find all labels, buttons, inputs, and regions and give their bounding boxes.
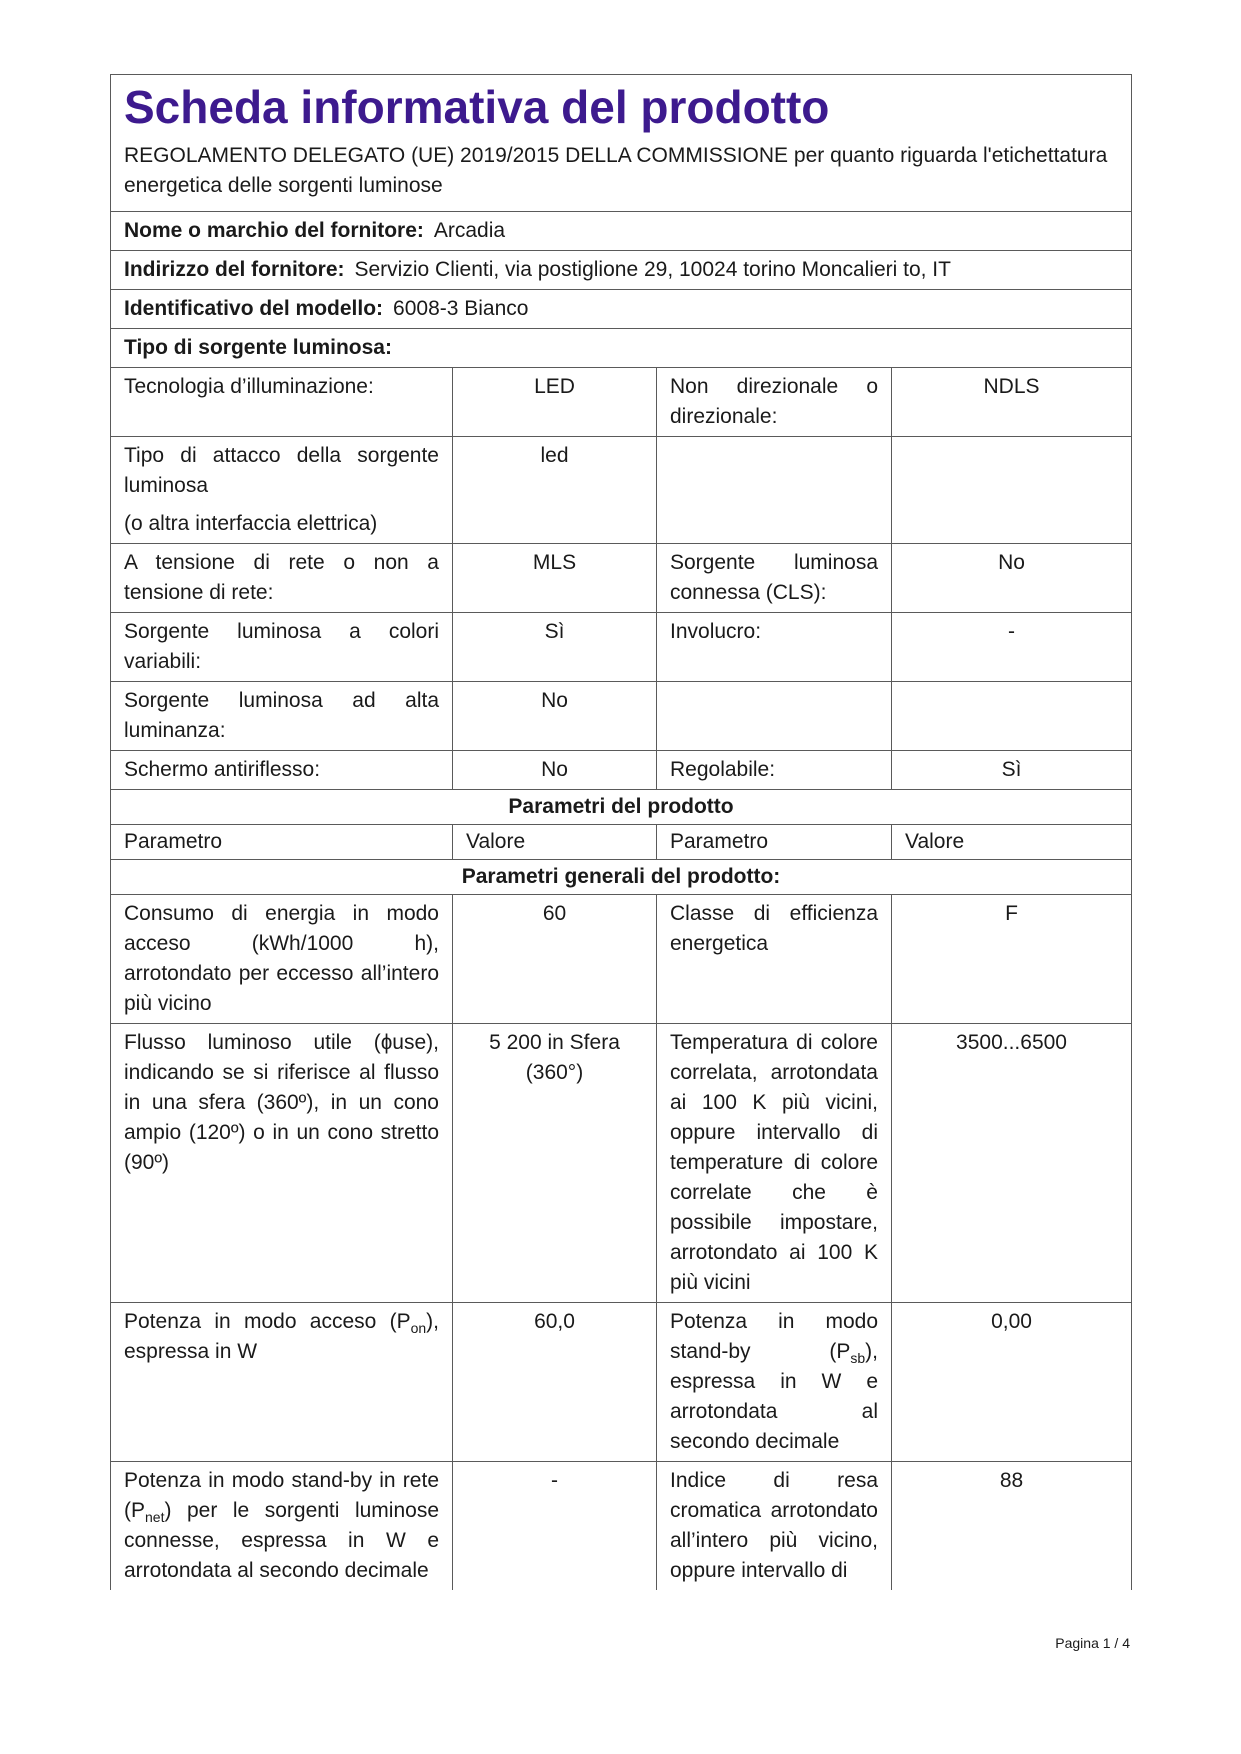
supplier-value: Arcadia [433, 219, 506, 242]
table-row [111, 751, 1132, 790]
value-cell: - [453, 1462, 657, 1591]
param-cell [657, 1303, 892, 1462]
supplier-label: Nome o marchio del fornitore: [124, 219, 424, 242]
value-cell: LED [453, 368, 657, 437]
supplier-row [111, 212, 1132, 251]
param-text: Tipo di attacco della sorgente luminosa [124, 444, 439, 497]
table-row [111, 1024, 1132, 1303]
value-cell: 60,0 [453, 1303, 657, 1462]
param-cell: Classe di efficienza energetica [657, 895, 892, 1024]
param-cell [657, 437, 892, 544]
param-cell: Regolabile: [657, 751, 892, 790]
column-header-row [111, 825, 1132, 860]
page-title: Scheda informativa del prodotto [124, 81, 830, 133]
subscript: sb [850, 1350, 866, 1366]
product-params-heading: Parametri del prodotto [111, 790, 1132, 825]
param-cell: Non direzionale o direzionale: [657, 368, 892, 437]
source-type-row [111, 329, 1132, 368]
subscript: on [410, 1320, 427, 1336]
param-cell: Temperatura di colore correlata, arrotondata ai 100 K più vicini, oppure intervallo di temperature di colore correlate che è possibile impostare, arrotondato ai 100 K più vicini [657, 1024, 892, 1303]
param-cell: Flusso luminoso utile (ɸuse), indicando se si riferisce al flusso in una sfera (360º), in un cono ampio (120º) o in un cono stretto (90º) [111, 1024, 453, 1303]
subscript: net [145, 1509, 165, 1525]
param-cell: Sorgente luminosa ad alta luminanza: [111, 682, 453, 751]
value-cell: NDLS [892, 368, 1132, 437]
value-cell: Sì [453, 613, 657, 682]
param-text: ), espressa in W [124, 1310, 439, 1363]
header-cell [111, 75, 1132, 212]
column-header-param: Parametro [657, 825, 892, 860]
value-cell: 0,00 [892, 1303, 1132, 1462]
table-row [111, 1303, 1132, 1462]
value-cell: led [453, 437, 657, 544]
model-value: 6008-3 Bianco [393, 297, 529, 320]
param-cell [111, 1303, 453, 1462]
param-text: Potenza in modo stand-by (P [670, 1310, 878, 1363]
regulation-text: REGOLAMENTO DELEGATO (UE) 2019/2015 DELLA COMMISSIONE per quanto riguarda l'etichettatura energetica delle sorgenti luminose [124, 144, 1108, 197]
address-value: Servizio Clienti, via postiglione 29, 10024 torino Moncalieri to, IT [354, 258, 951, 281]
param-cell [657, 682, 892, 751]
value-cell [892, 437, 1132, 544]
value-cell: 3500...6500 [892, 1024, 1132, 1303]
value-cell: MLS [453, 544, 657, 613]
value-cell: Sì [892, 751, 1132, 790]
param-text: ), espressa in W e arrotondata al secondo decimale [670, 1340, 878, 1453]
param-cell [111, 1462, 453, 1591]
param-cell [111, 437, 453, 544]
model-label: Identificativo del modello: [124, 297, 384, 320]
param-cell: Tecnologia d’illuminazione: [111, 368, 453, 437]
column-header-param: Parametro [111, 825, 453, 860]
table-row [111, 544, 1132, 613]
param-cell: A tensione di rete o non a tensione di rete: [111, 544, 453, 613]
address-row [111, 251, 1132, 290]
column-header-value: Valore [453, 825, 657, 860]
value-cell: No [892, 544, 1132, 613]
table-row [111, 613, 1132, 682]
param-note: (o altra interfaccia elettrica) [124, 512, 378, 535]
value-cell: No [453, 751, 657, 790]
column-header-value: Valore [892, 825, 1132, 860]
param-text: ) per le sorgenti luminose connesse, espressa in W e arrotondata al secondo decimale [124, 1499, 439, 1582]
param-cell: Involucro: [657, 613, 892, 682]
product-info-sheet [110, 74, 1131, 1590]
param-text: Potenza in modo stand-by in rete (P [124, 1469, 439, 1522]
address-label: Indirizzo del fornitore: [124, 258, 345, 281]
value-cell: No [453, 682, 657, 751]
value-cell: 60 [453, 895, 657, 1024]
page-number: Pagina 1 / 4 [1055, 1635, 1130, 1651]
table-row [111, 368, 1132, 437]
param-cell: Sorgente luminosa connessa (CLS): [657, 544, 892, 613]
value-cell: 88 [892, 1462, 1132, 1591]
param-cell: Consumo di energia in modo acceso (kWh/1000 h), arrotondato per eccesso all’intero più vicino [111, 895, 453, 1024]
source-type-label: Tipo di sorgente luminosa: [124, 336, 392, 359]
param-text: Potenza in modo acceso (P [124, 1310, 411, 1333]
value-cell: - [892, 613, 1132, 682]
value-cell: 5 200 in Sfera (360°) [453, 1024, 657, 1303]
table-row [111, 1462, 1132, 1591]
product-info-table [110, 74, 1132, 1590]
table-row [111, 682, 1132, 751]
value-cell: F [892, 895, 1132, 1024]
param-cell: Schermo antiriflesso: [111, 751, 453, 790]
param-cell: Sorgente luminosa a colori variabili: [111, 613, 453, 682]
param-cell: Indice di resa cromatica arrotondato all’intero più vicino, oppure intervallo di [657, 1462, 892, 1591]
table-row [111, 437, 1132, 544]
table-row [111, 895, 1132, 1024]
value-cell [892, 682, 1132, 751]
model-row [111, 290, 1132, 329]
general-params-heading: Parametri generali del prodotto: [111, 860, 1132, 895]
